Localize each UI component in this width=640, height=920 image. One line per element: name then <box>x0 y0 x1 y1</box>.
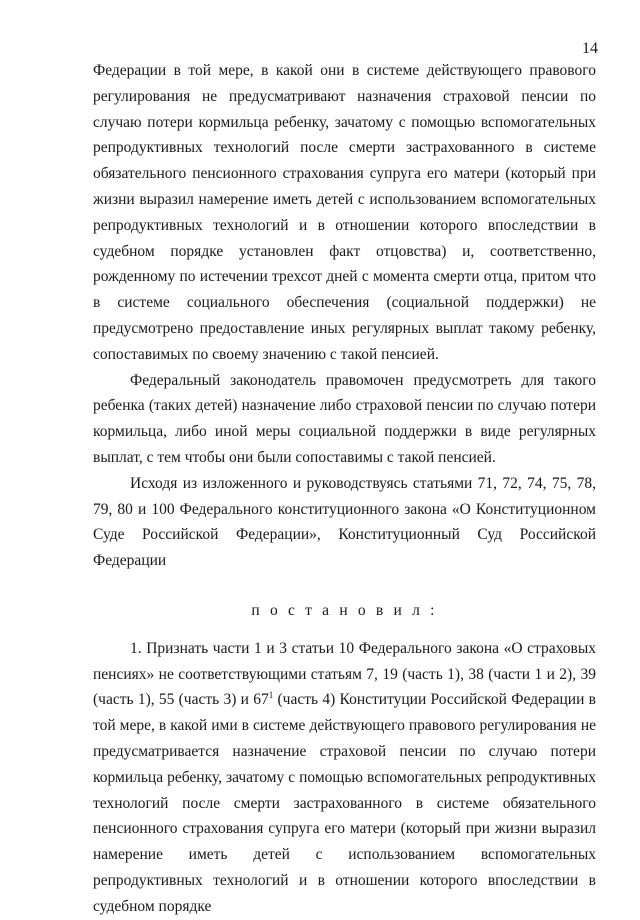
ruling-item-1-part2: (часть 4) Конституции Российской Федерации в той мере, в какой ими в системе действующего правового регулирования не предусматривается назначение страховой пенсии по случаю потери кормильца ребенку, зачатому с помощью вспомогательных репродуктивных технологий после смерти застрахованного в системе обязательного пенсионного страхования супруга его матери (который при жизни выразил намерение иметь детей с использованием вспомогательных репродуктивных технологий и в отношении которого впоследствии в судебном порядке <box>93 691 596 915</box>
document-body <box>93 58 596 920</box>
page-number: 14 <box>582 40 598 57</box>
paragraph-legislator: Федеральный законодатель правомочен предусмотреть для такого ребенка (таких детей) назначение либо страховой пенсии по случаю потери кормильца, либо иной меры социальной поддержки в виде регулярных выплат, с тем чтобы они были сопоставимы с такой пенсией. <box>93 371 596 466</box>
paragraph-based-on: Исходя из изложенного и руководствуясь статьями 71, 72, 74, 75, 78, 79, 80 и 100 Федерального конституционного закона «О Конституционном Суде Российской Федерации», Конституционный Суд Российской Федерации <box>93 474 596 570</box>
paragraph-continuation: Федерации в той мере, в какой они в системе действующего правового регулирования не предусматривают назначения страховой пенсии по случаю потери кормильца ребенку, зачатому с помощью вспомогательных репродуктивных технологий после смерти застрахованного в системе обязательного пенсионного страхования супруга его матери (который при жизни выразил намерение иметь детей с использованием вспомогательных репродуктивных технологий и в отношении которого впоследствии в судебном порядке установлен факт отцовства) и, соответственно, рожденному по истечении трехсот дней с момента смерти отца, притом что в системе социального обеспечения (социальной поддержки) не предусмотрено предоставление иных регулярных выплат такому ребенку, сопоставимых по своему значению с такой пенсией. <box>93 62 596 363</box>
ruling-item-1-part1: 1. Признать части 1 и 3 статьи 10 Федерального закона «О страховых пенсиях» не соответствующими статьям 7, 19 (часть 1), 38 (части 1 и 2), 39 (часть 1), 55 (часть 3) и 67 <box>93 639 596 709</box>
ruling-heading-text: п о с т а н о в и л : <box>251 601 438 619</box>
superscript-article-67: 1 <box>268 690 274 701</box>
ruling-item-1 <box>93 636 596 920</box>
ruling-heading <box>93 598 596 624</box>
